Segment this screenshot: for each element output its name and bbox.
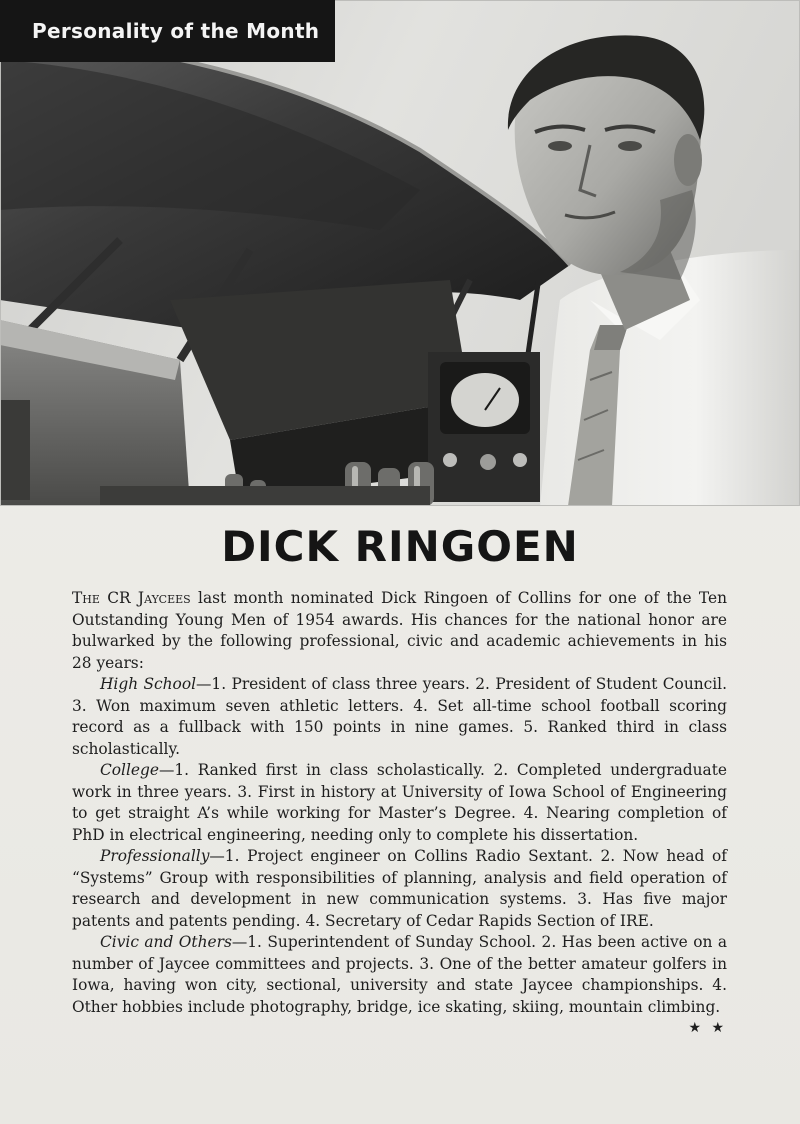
section-label-professionally: Professionally bbox=[100, 847, 210, 865]
section-label-civic: Civic and Others bbox=[100, 933, 232, 951]
section-college bbox=[72, 760, 727, 846]
intro-lead: The CR Jaycees bbox=[72, 589, 191, 607]
intro-paragraph bbox=[72, 588, 727, 674]
photo-illustration bbox=[0, 0, 800, 506]
section-text-high-school: —1. President of class three years. 2. President of Student Council. 3. Won maximum seven athletic letters. 4. Set all-time school football scoring record as a fullback with 150 points in nine games. 5. Ranked third in class scholastically. bbox=[72, 675, 727, 758]
article-body bbox=[72, 588, 727, 1040]
section-label-college: College bbox=[100, 761, 159, 779]
section-text-civic: —1. Superintendent of Sunday School. 2. Has been active on a number of Jaycee committees and projects. 3. One of the better amateur golfers in Iowa, having won city, sectional, university and state Jaycee championships. 4. Other hobbies include photography, bridge, ice skating, skiing, mountain climbing. bbox=[72, 933, 727, 1016]
section-text-professionally: —1. Project engineer on Collins Radio Sextant. 2. Now head of “Systems” Group with responsibilities of planning, analysis and field operation of research and development in new communication systems. 3. Has five major patents and patents pending. 4. Secretary of Cedar Rapids Section of IRE. bbox=[72, 847, 727, 930]
intro-text: last month nominated Dick Ringoen of Collins for one of the Ten Outstanding Young Men of 1954 awards. His chances for the national honor are bulwarked by the following professional, civic and academic achievements in his 28 years: bbox=[72, 589, 727, 672]
section-high-school bbox=[72, 674, 727, 760]
article-title: DICK RINGOEN bbox=[221, 522, 579, 571]
section-text-college: —1. Ranked first in class scholastically. 2. Completed undergraduate work in three years. 3. First in history at University of Iowa School of Engineering to get straight A’s while working for Master’s Degree. 4. Nearing completion of PhD in electrical engineering, needing only to complete his dissertation. bbox=[72, 761, 727, 844]
end-mark-stars: ★ ★ bbox=[688, 1020, 727, 1036]
section-label: Personality of the Month bbox=[0, 0, 335, 62]
section-label-high-school: High School bbox=[100, 675, 197, 693]
section-professionally bbox=[72, 846, 727, 932]
portrait-photo bbox=[0, 0, 800, 506]
section-civic bbox=[72, 932, 727, 1036]
